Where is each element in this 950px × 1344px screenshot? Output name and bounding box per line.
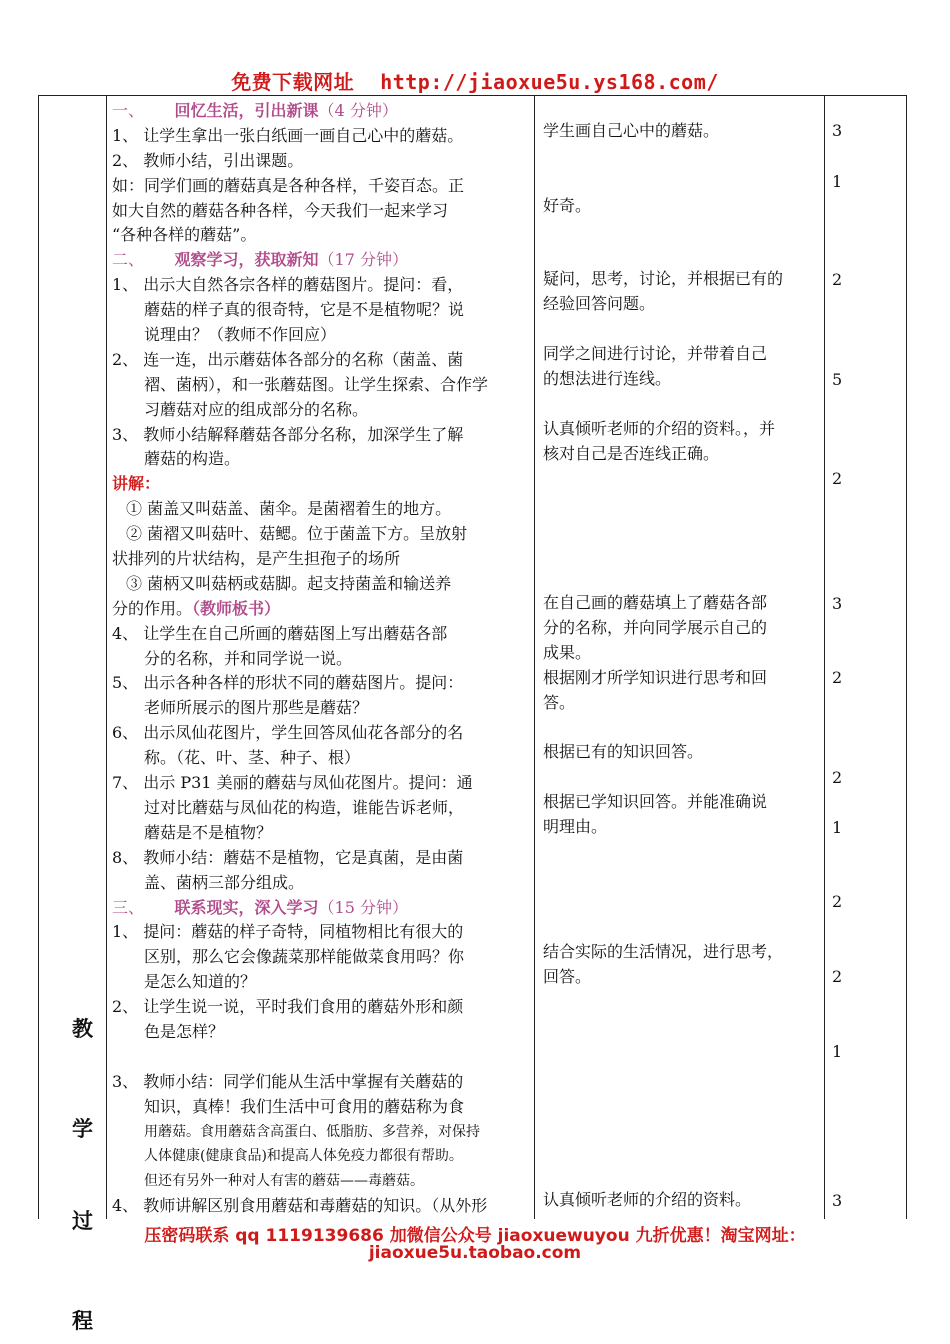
text-line: 2、 连一连，出示蘑菇体各部分的名称（菌盖、菌: [112, 349, 464, 369]
text-line: 说理由？（教师不作回应）: [144, 325, 337, 345]
text-line: 1、 出示大自然各宗各样的蘑菇图片。提问：看，: [112, 275, 464, 295]
footer-contact-line: 压密码联系 qq 1119139686 加微信公众号 jiaoxuewuyou 九折优惠！淘宝网址：: [144, 1226, 806, 1246]
time-value: 2: [832, 469, 843, 488]
text-line: ③ 菌柄又叫菇柄或菇脚。起支持菌盖和输送养: [126, 573, 452, 593]
section-heading: 二、 观察学习，获取新知（17 分钟）: [112, 250, 408, 270]
text-line: 老师所展示的图片那些是蘑菇？: [144, 698, 369, 718]
student-response: 根据刚才所学知识进行思考和回: [543, 668, 768, 687]
text-line: 称。（花、叶、茎、种子、根）: [144, 748, 361, 768]
side-label-char: 过: [72, 1208, 93, 1233]
text-line: 3、 教师小结解释蘑菇各部分名称，加深学生了解: [112, 424, 464, 444]
student-response: 结合实际的生活情况，进行思考，: [543, 942, 784, 961]
student-response: 根据已学知识回答。并能准确说: [543, 792, 768, 811]
time-value: 3: [832, 121, 843, 140]
text-line: 盖、菌柄三部分组成。: [144, 872, 305, 892]
time-column: [832, 0, 856, 1218]
text-line: 知识，真棒！我们生活中可食用的蘑菇称为食: [144, 1096, 465, 1116]
time-value: 5: [832, 370, 843, 389]
text-line: 如：同学们画的蘑菇真是各种各样，千姿百态。正: [112, 175, 465, 195]
student-response: 回答。: [543, 967, 592, 986]
footer-shop-link[interactable]: jiaoxue5u.taobao.com: [368, 1243, 582, 1263]
student-response: 的想法进行连线。: [543, 369, 672, 388]
text-line: 褶、菌柄），和一张蘑菇图。让学生探索、合作学: [144, 374, 489, 394]
text-line: ① 菌盖又叫菇盖、菌伞。是菌褶着生的地方。: [126, 499, 452, 519]
time-value: 2: [832, 768, 843, 787]
time-value: 1: [832, 818, 843, 837]
text-line: 用蘑菇。食用蘑菇含高蛋白、低脂肪、多营养，对保持: [144, 1123, 480, 1140]
text-line: 2、 让学生说一说，平时我们食用的蘑菇外形和颜: [112, 997, 464, 1017]
text-line: 2、 教师小结，引出课题。: [112, 150, 304, 170]
student-response: 成果。: [543, 643, 592, 662]
text-line: 如大自然的蘑菇各种各样，今天我们一起来学习: [112, 200, 449, 220]
column-divider-2: [534, 95, 535, 1219]
text-line: 蘑菇的样子真的很奇特，它是不是植物呢？说: [144, 300, 465, 320]
student-response: 疑问，思考，讨论，并根据已有的: [543, 269, 784, 288]
student-response: 答。: [543, 693, 576, 712]
time-value: 1: [832, 172, 843, 191]
text-line: ② 菌褶又叫菇叶、菇鳃。位于菌盖下方。呈放射: [126, 524, 468, 544]
student-response: 分的名称，并向同学展示自己的: [543, 618, 768, 637]
student-response: 明理由。: [543, 817, 608, 836]
student-response: 认真倾听老师的介绍的资料。: [543, 1190, 752, 1209]
text-line: 分的作用。（教师板书）: [112, 598, 281, 618]
text-line: 6、 出示凤仙花图片，学生回答凤仙花各部分的名: [112, 723, 464, 743]
text-line: 5、 出示各种各样的形状不同的蘑菇图片。提问：: [112, 673, 464, 693]
board-note: （教师板书）: [192, 598, 281, 618]
text-line: 7、 出示 P31 美丽的蘑菇与凤仙花图片。提问：通: [112, 773, 473, 793]
time-value: 3: [832, 594, 843, 613]
time-value: 2: [832, 270, 843, 289]
text-line: “各种各样的蘑菇”。: [112, 225, 257, 245]
text-line: 蘑菇的构造。: [144, 449, 241, 469]
time-value: 1: [832, 1042, 843, 1061]
explain-label: 讲解：: [112, 474, 161, 494]
side-label-char: 学: [72, 1116, 93, 1141]
student-response: 在自己画的蘑菇填上了蘑菇各部: [543, 593, 768, 612]
student-response: 核对自己是否连线正确。: [543, 444, 720, 463]
text-line: 1、 让学生拿出一张白纸画一画自己心中的蘑菇。: [112, 125, 464, 145]
text-line: 1、 提问：蘑菇的样子奇特，同植物相比有很大的: [112, 922, 464, 942]
header-url[interactable]: http://jiaoxue5u.ys168.com/: [380, 70, 719, 94]
side-label-char: 程: [72, 1308, 93, 1333]
student-response: 经验回答问题。: [543, 294, 656, 313]
text-line: 3、 教师小结：同学们能从生活中掌握有关蘑菇的: [112, 1071, 464, 1091]
text-line: 过对比蘑菇与凤仙花的构造，谁能告诉老师，: [144, 797, 465, 817]
text-line: 分的名称，并和同学说一说。: [144, 648, 353, 668]
table-left-border: [38, 95, 39, 1219]
text-line: 状排列的片状结构，是产生担孢子的场所: [112, 549, 401, 569]
text-line: 人体健康(健康食品)和提高人体免疫力都很有帮助。: [144, 1148, 463, 1165]
teacher-activities-column: [112, 99, 530, 1219]
time-value: 3: [832, 1191, 843, 1210]
text-line: 4、 教师讲解区别食用蘑菇和毒蘑菇的知识。（从外形: [112, 1196, 488, 1216]
student-response: 学生画自己心中的蘑菇。: [543, 121, 720, 140]
student-response: 根据已有的知识回答。: [543, 742, 704, 761]
student-response: 同学之间进行讨论，并带着自己: [543, 344, 768, 363]
time-value: 2: [832, 668, 843, 687]
side-label-char: 教: [72, 1016, 93, 1041]
column-divider-3: [824, 95, 825, 1219]
table-right-border: [906, 95, 907, 1219]
section-heading: 三、 联系现实，深入学习（15 分钟）: [112, 897, 408, 917]
header-title: 免费下载网址: [231, 70, 355, 94]
student-activities-column: [543, 0, 821, 1218]
text-line: 是怎么知道的？: [144, 972, 257, 992]
text-line: 4、 让学生在自己所画的蘑菇图上写出蘑菇各部: [112, 623, 448, 643]
text-line: 区别，那么它会像蔬菜那样能做菜食用吗？你: [144, 947, 465, 967]
time-value: 2: [832, 967, 843, 986]
section-heading: 一、 回忆生活，引出新课（4 分钟）: [112, 101, 398, 120]
student-response: 认真倾听老师的介绍的资料。，并: [543, 419, 776, 438]
text-line: 但还有另外一种对人有害的蘑菇——毒蘑菇。: [144, 1173, 424, 1190]
text-line: 习蘑菇对应的组成部分的名称。: [144, 399, 369, 419]
text-line: 蘑菇是不是植物？: [144, 822, 273, 842]
student-response: 好奇。: [543, 196, 592, 215]
time-value: 2: [832, 892, 843, 911]
text-line: 8、 教师小结：蘑菇不是植物，它是真菌，是由菌: [112, 847, 464, 867]
column-divider-1: [106, 95, 107, 1219]
text-line: 色是怎样？: [144, 1021, 225, 1041]
